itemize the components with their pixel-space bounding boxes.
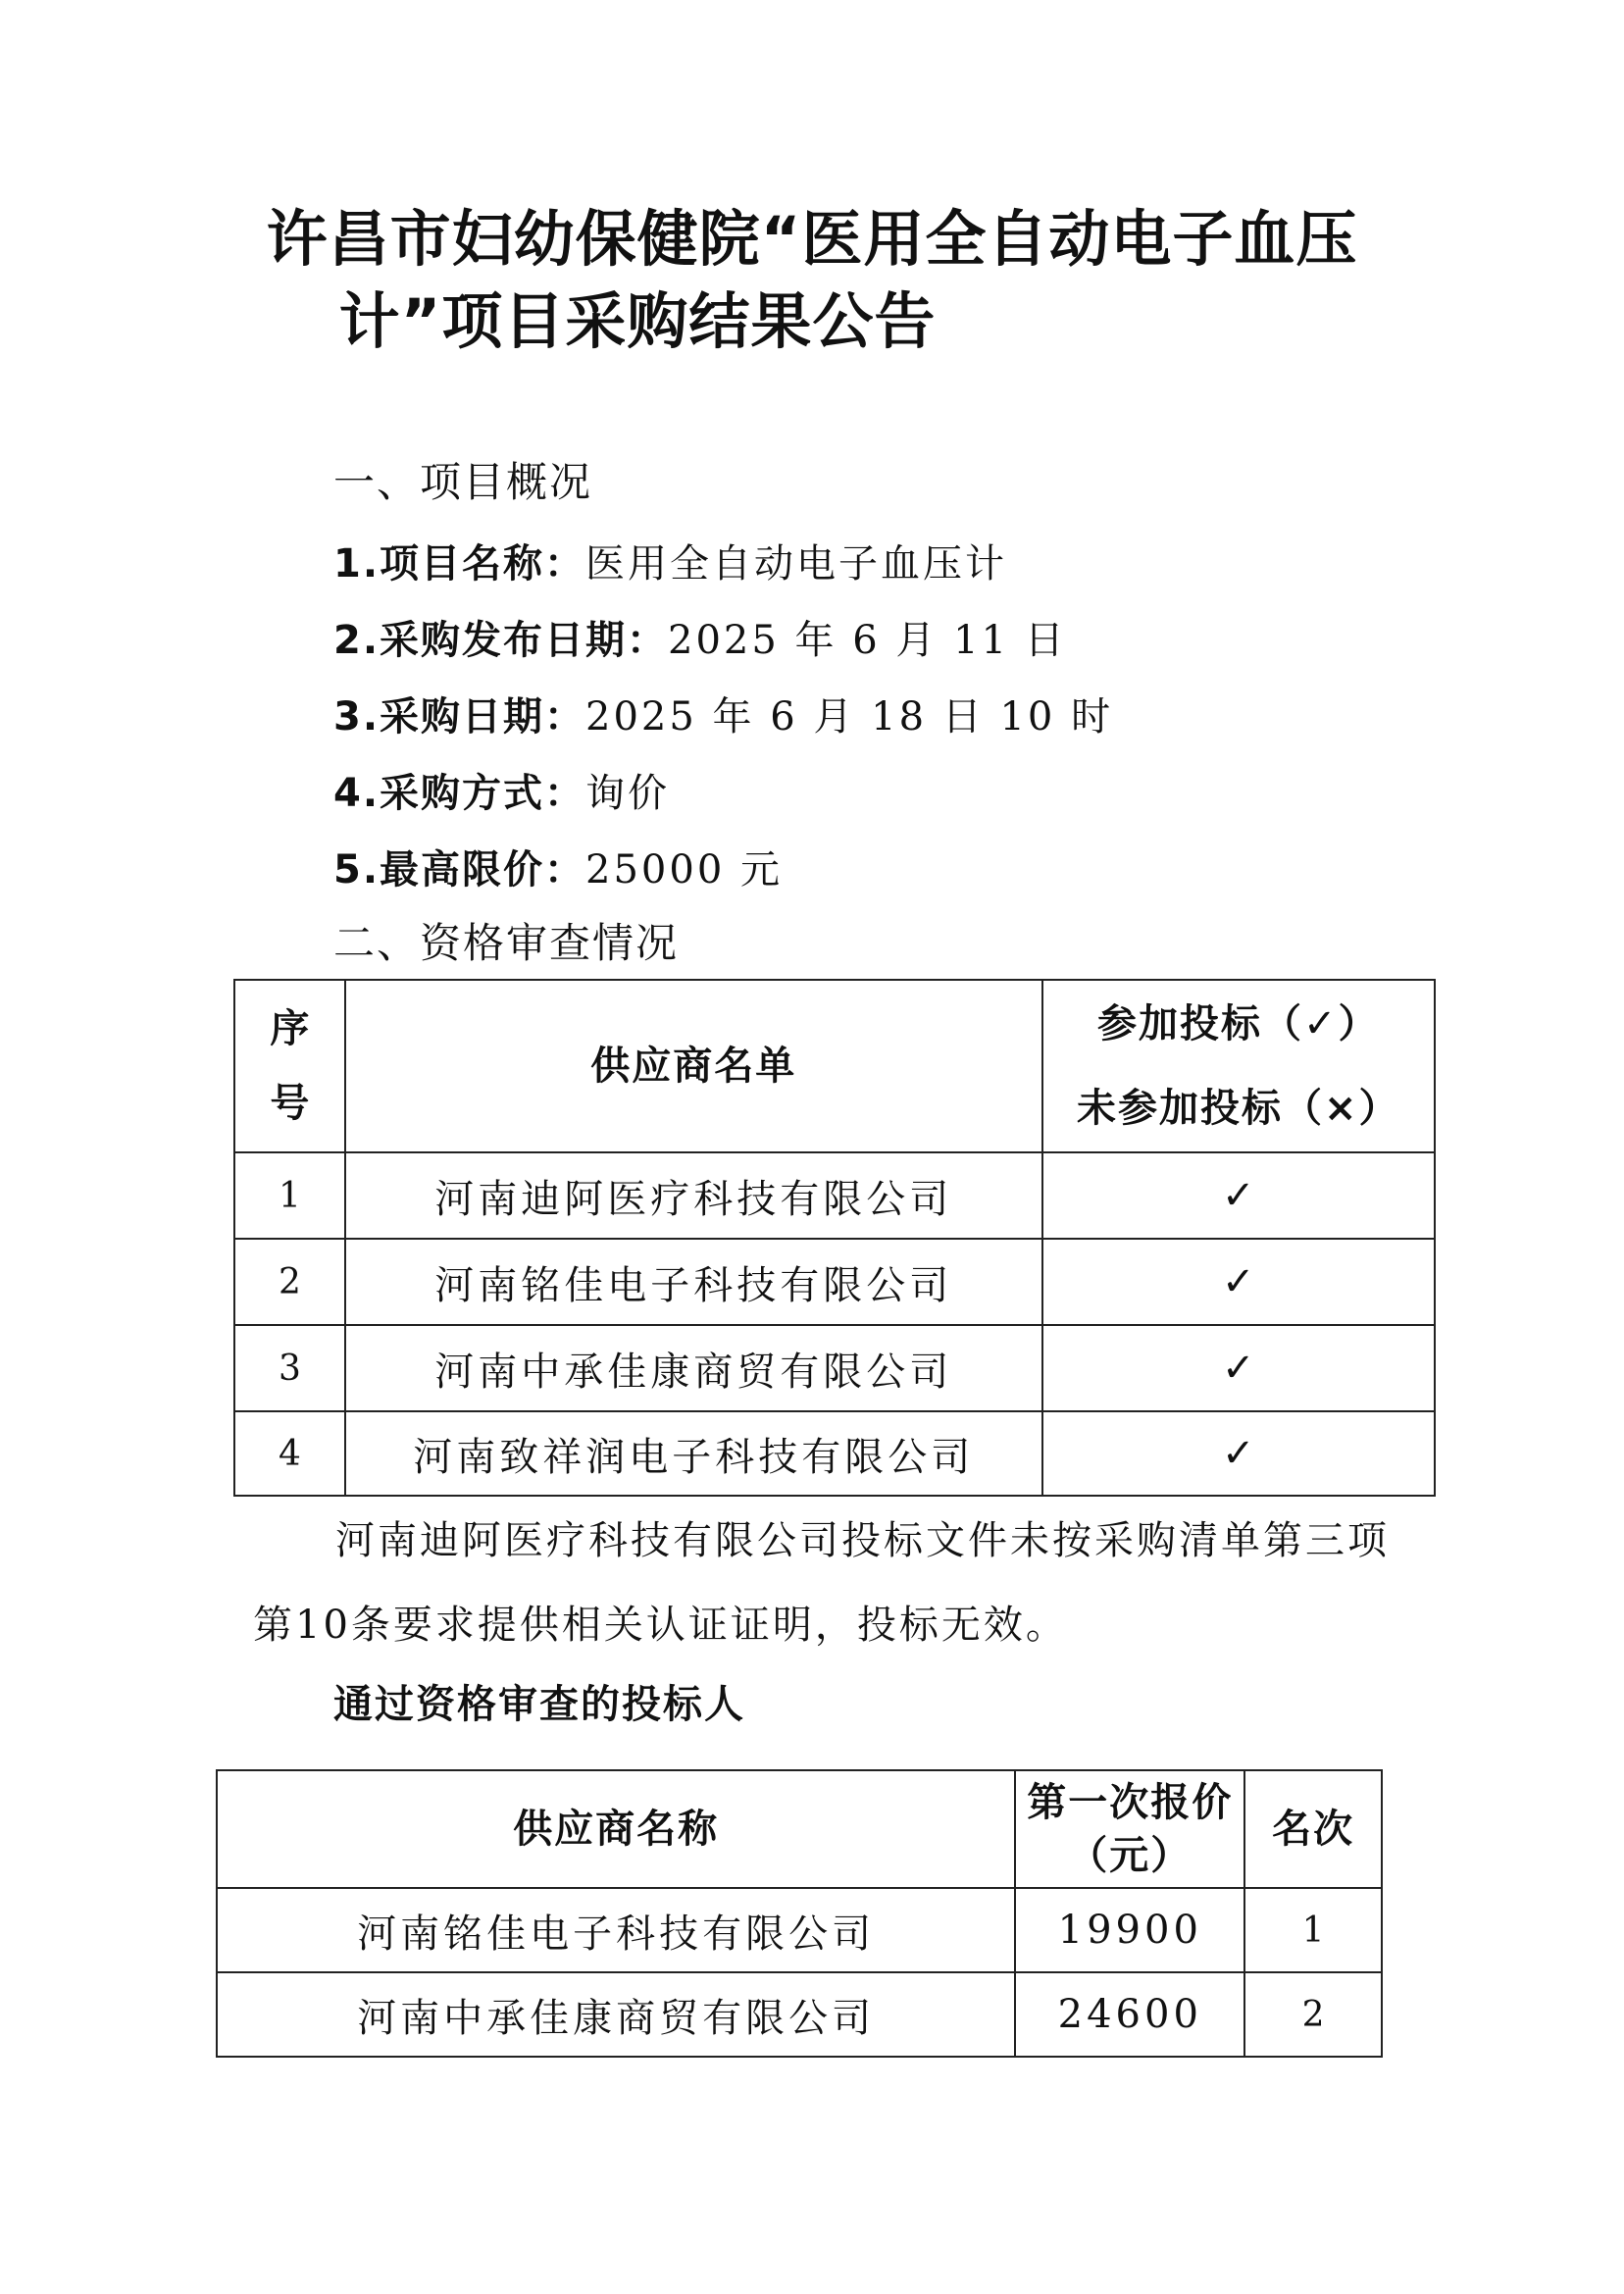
header-participation (1042, 980, 1435, 1152)
info-label: 1.项目名称： (333, 541, 586, 586)
table-row (234, 1325, 1435, 1411)
qualified-bidders-table (216, 1769, 1383, 2058)
info-label: 4.采购方式： (333, 771, 586, 816)
supplier-name: 河南致祥润电子科技有限公司 (345, 1411, 1042, 1496)
row-number: 4 (234, 1411, 345, 1496)
info-label: 5.最高限价： (333, 847, 586, 892)
header-supplier-name: 供应商名称 (217, 1770, 1015, 1888)
header-serial-number (234, 980, 345, 1152)
quote-price: 24600 (1015, 1972, 1244, 2057)
header-serial-number-text: 序号 (270, 1006, 312, 1126)
header-first-quote-line-1: 第一次报价 (1027, 1780, 1234, 1825)
rank-value: 2 (1244, 1972, 1382, 2057)
document-title-line-1: 许昌市妇幼保健院“医用全自动电子血压 (266, 203, 1358, 275)
table-row (217, 1888, 1382, 1972)
check-mark-icon: ✓ (1042, 1411, 1435, 1496)
document-title-line-2: 计”项目采购结果公告 (338, 285, 937, 357)
info-item-max-price (333, 841, 783, 899)
check-mark-icon: ✓ (1042, 1239, 1435, 1325)
header-participation-line-2: 未参加投标（×） (1077, 1086, 1400, 1131)
section-heading-overview: 一、项目概况 (333, 458, 593, 506)
row-number: 1 (234, 1152, 345, 1239)
quote-price: 19900 (1015, 1888, 1244, 1972)
supplier-name: 河南中承佳康商贸有限公司 (217, 1972, 1015, 2057)
qualified-bidders-heading: 通过资格审查的投标人 (333, 1682, 745, 1727)
supplier-name: 河南铭佳电子科技有限公司 (345, 1239, 1042, 1325)
info-item-publish-date (333, 611, 1067, 670)
info-value: 医用全自动电子血压计 (585, 541, 1008, 586)
qualification-table (233, 979, 1436, 1497)
table-row (234, 1152, 1435, 1239)
info-label: 3.采购日期： (333, 694, 586, 739)
supplier-name: 河南迪阿医疗科技有限公司 (345, 1152, 1042, 1239)
supplier-name: 河南中承佳康商贸有限公司 (345, 1325, 1042, 1411)
check-mark-icon: ✓ (1042, 1325, 1435, 1411)
invalid-bid-note: 河南迪阿医疗科技有限公司投标文件未按采购清单第三项第10条要求提供相关认证证明，投标无效。 (253, 1518, 1390, 1648)
section-heading-qualification: 二、资格审查情况 (333, 919, 680, 967)
info-value: 25000 元 (585, 847, 783, 892)
header-first-quote-line-2: （元） (1068, 1833, 1193, 1878)
info-value: 询价 (585, 771, 671, 816)
info-item-project-name (333, 535, 1007, 593)
info-item-procurement-method (333, 764, 670, 823)
row-number: 3 (234, 1325, 345, 1411)
supplier-name: 河南铭佳电子科技有限公司 (217, 1888, 1015, 1972)
table-header-row (217, 1770, 1382, 1888)
table-header-row (234, 980, 1435, 1152)
info-item-procurement-date (333, 688, 1113, 746)
table-row (234, 1239, 1435, 1325)
row-number: 2 (234, 1239, 345, 1325)
info-label: 2.采购发布日期： (333, 618, 669, 663)
header-supplier-list: 供应商名单 (345, 980, 1042, 1152)
info-value: 2025 年 6 月 18 日 10 时 (585, 694, 1114, 739)
header-first-quote (1015, 1770, 1244, 1888)
check-mark-icon: ✓ (1042, 1152, 1435, 1239)
table-row (217, 1972, 1382, 2057)
header-rank: 名次 (1244, 1770, 1382, 1888)
rank-value: 1 (1244, 1888, 1382, 1972)
info-value: 2025 年 6 月 11 日 (668, 618, 1067, 663)
table-row (234, 1411, 1435, 1496)
header-participation-line-1: 参加投标（✓） (1097, 1001, 1380, 1046)
